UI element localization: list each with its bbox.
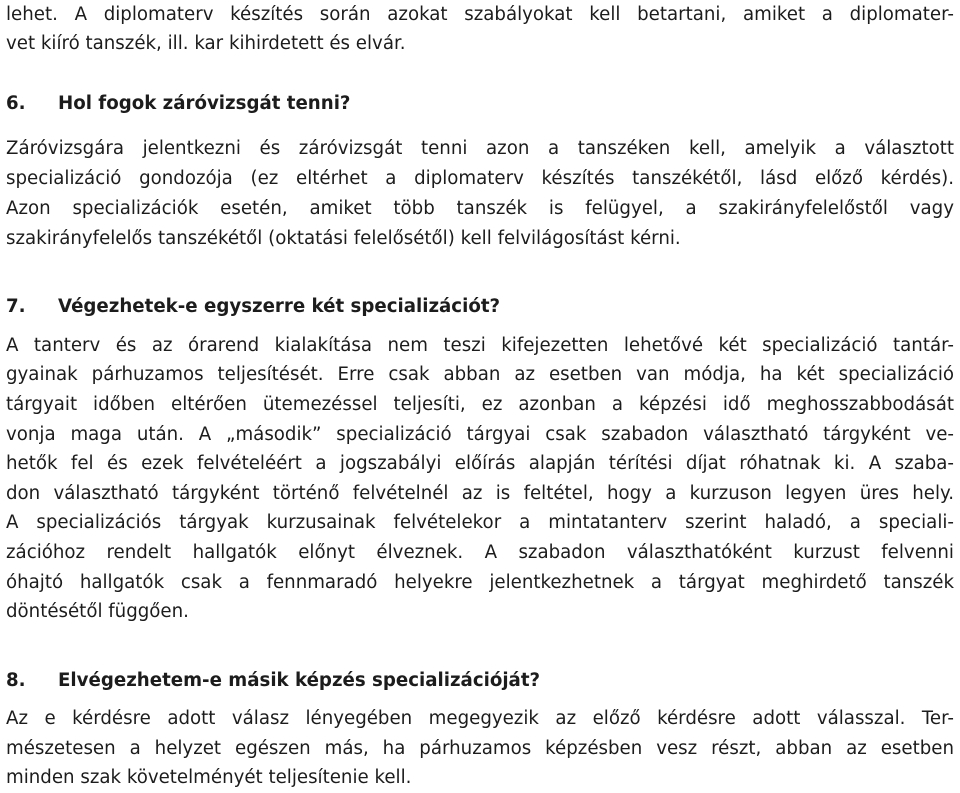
section-7-line-4: vonja maga után. A „második” specializáció tárgyai csak szabadon választható tárgyként ve- [6, 424, 954, 445]
section-6-title: Hol fogok záróvizsgát tenni? [58, 93, 351, 114]
section-8-line-2: mészetesen a helyzet egészen más, ha párhuzamos képzésben vesz részt, abban az esetben [6, 738, 954, 759]
section-8-title: Elvégezhetem-e másik képzés specializációját? [58, 670, 541, 691]
section-7-line-8: zációhoz rendelt hallgatók előnyt élveznek. A szabadon választhatóként kurzust felvenni [6, 542, 954, 563]
intro-line-1: lehet. A diplomaterv készítés során azokat szabályokat kell betartani, amiket a diplomater- [6, 4, 954, 25]
section-6-line-2: specializáció gondozója (ez eltérhet a diplomaterv készítés tanszékétől, lásd előző kérdés). [6, 168, 954, 189]
section-7-line-10: döntésétől függően. [6, 601, 189, 622]
section-7-line-7: A specializációs tárgyak kurzusainak felvételekor a mintatanterv szerint haladó, a speciali- [6, 512, 954, 533]
section-8-line-3: minden szak követelményét teljesítenie kell. [6, 767, 412, 788]
section-7-line-5: hetők fel és ezek felvételéért a jogszabályi előírás alapján térítési díjat róhatnak ki. A szaba- [6, 453, 954, 474]
section-7-heading [6, 292, 954, 321]
section-7-title: Végezhetek-e egyszerre két specializációt? [58, 296, 501, 317]
section-6-line-1: Záróvizsgára jelentkezni és záróvizsgát tenni azon a tanszéken kell, amelyik a választott [6, 138, 954, 159]
section-7-line-1: A tanterv és az órarend kialakítása nem teszi kifejezetten lehetővé két specializáció tantár- [6, 335, 954, 356]
intro-line-2: vet kiíró tanszék, ill. kar kihirdetett és elvár. [6, 33, 406, 54]
section-8-line-1: Az e kérdésre adott válasz lényegében megegyezik az előző kérdésre adott válasszal. Ter- [6, 708, 954, 729]
section-6-heading [6, 89, 954, 118]
section-8-heading [6, 666, 954, 695]
section-6-number: 6. [6, 93, 26, 114]
section-7-line-6: don választható tárgyként történő felvételnél az is feltétel, hogy a kurzuson legyen üres hely. [6, 483, 954, 504]
section-8-number: 8. [6, 670, 26, 691]
section-6-line-4: szakirányfelelős tanszékétől (oktatási felelősétől) kell felvilágosítást kérni. [6, 228, 681, 249]
section-7-line-2: gyainak párhuzamos teljesítését. Erre csak abban az esetben van módja, ha két specializáció [6, 364, 954, 385]
section-7-line-9: óhajtó hallgatók csak a fennmaradó helyekre jelentkezhetnek a tárgyat meghirdető tanszék [6, 572, 954, 593]
section-6-line-3: Azon specializációk esetén, amiket több tanszék is felügyel, a szakirányfelelőstől vagy [6, 198, 954, 219]
section-7-line-3: tárgyait időben eltérően ütemezéssel teljesíti, ez azonban a képzési idő meghosszabbodását [6, 394, 954, 415]
section-7-number: 7. [6, 296, 26, 317]
